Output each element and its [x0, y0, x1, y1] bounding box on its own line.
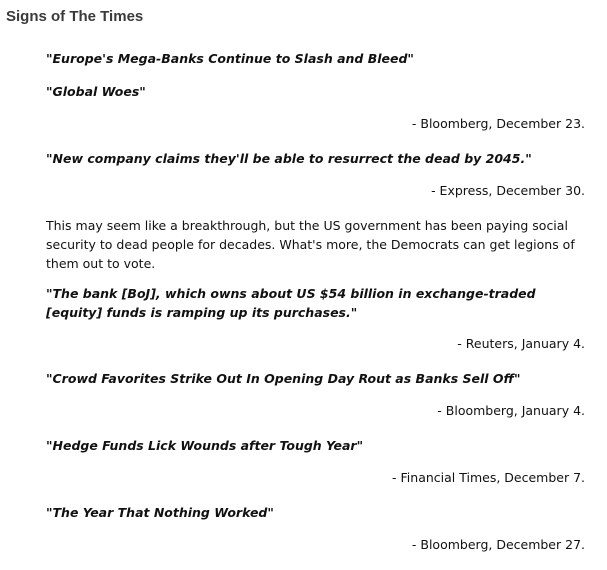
source-reuters-jan4: - Reuters, January 4. — [457, 336, 585, 351]
commentary-paragraph: This may seem like a breakthrough, but the US government has been paying social security to dead people for decades. What's more, the Democrats can get legions of them out to vote. — [46, 218, 575, 271]
headline-europe-banks: "Europe's Mega-Banks Continue to Slash and Bleed" — [46, 51, 414, 66]
source-bloomberg-dec27: - Bloomberg, December 27. — [411, 537, 585, 552]
headline-boj-etf: "The bank [BoJ], which owns about US $54 billion in exchange-traded [equity] funds is ramping up its purchases." — [46, 286, 536, 320]
headline-year-nothing-worked: "The Year That Nothing Worked" — [46, 505, 274, 520]
page-title: Signs of The Times — [6, 8, 144, 25]
quotes-list — [46, 49, 585, 570]
source-financial-times-dec7: - Financial Times, December 7. — [392, 470, 585, 485]
headline-global-woes: "Global Woes" — [46, 84, 146, 99]
source-bloomberg-dec23: - Bloomberg, December 23. — [411, 116, 585, 131]
source-bloomberg-jan4: - Bloomberg, January 4. — [437, 403, 585, 418]
headline-hedge-funds: "Hedge Funds Lick Wounds after Tough Year" — [46, 438, 364, 453]
headline-resurrect-dead: "New company claims they'll be able to resurrect the dead by 2045." — [46, 151, 532, 166]
headline-crowd-favorites: "Crowd Favorites Strike Out In Opening Day Rout as Banks Sell Off" — [46, 371, 521, 386]
source-express-dec30: - Express, December 30. — [431, 183, 585, 198]
